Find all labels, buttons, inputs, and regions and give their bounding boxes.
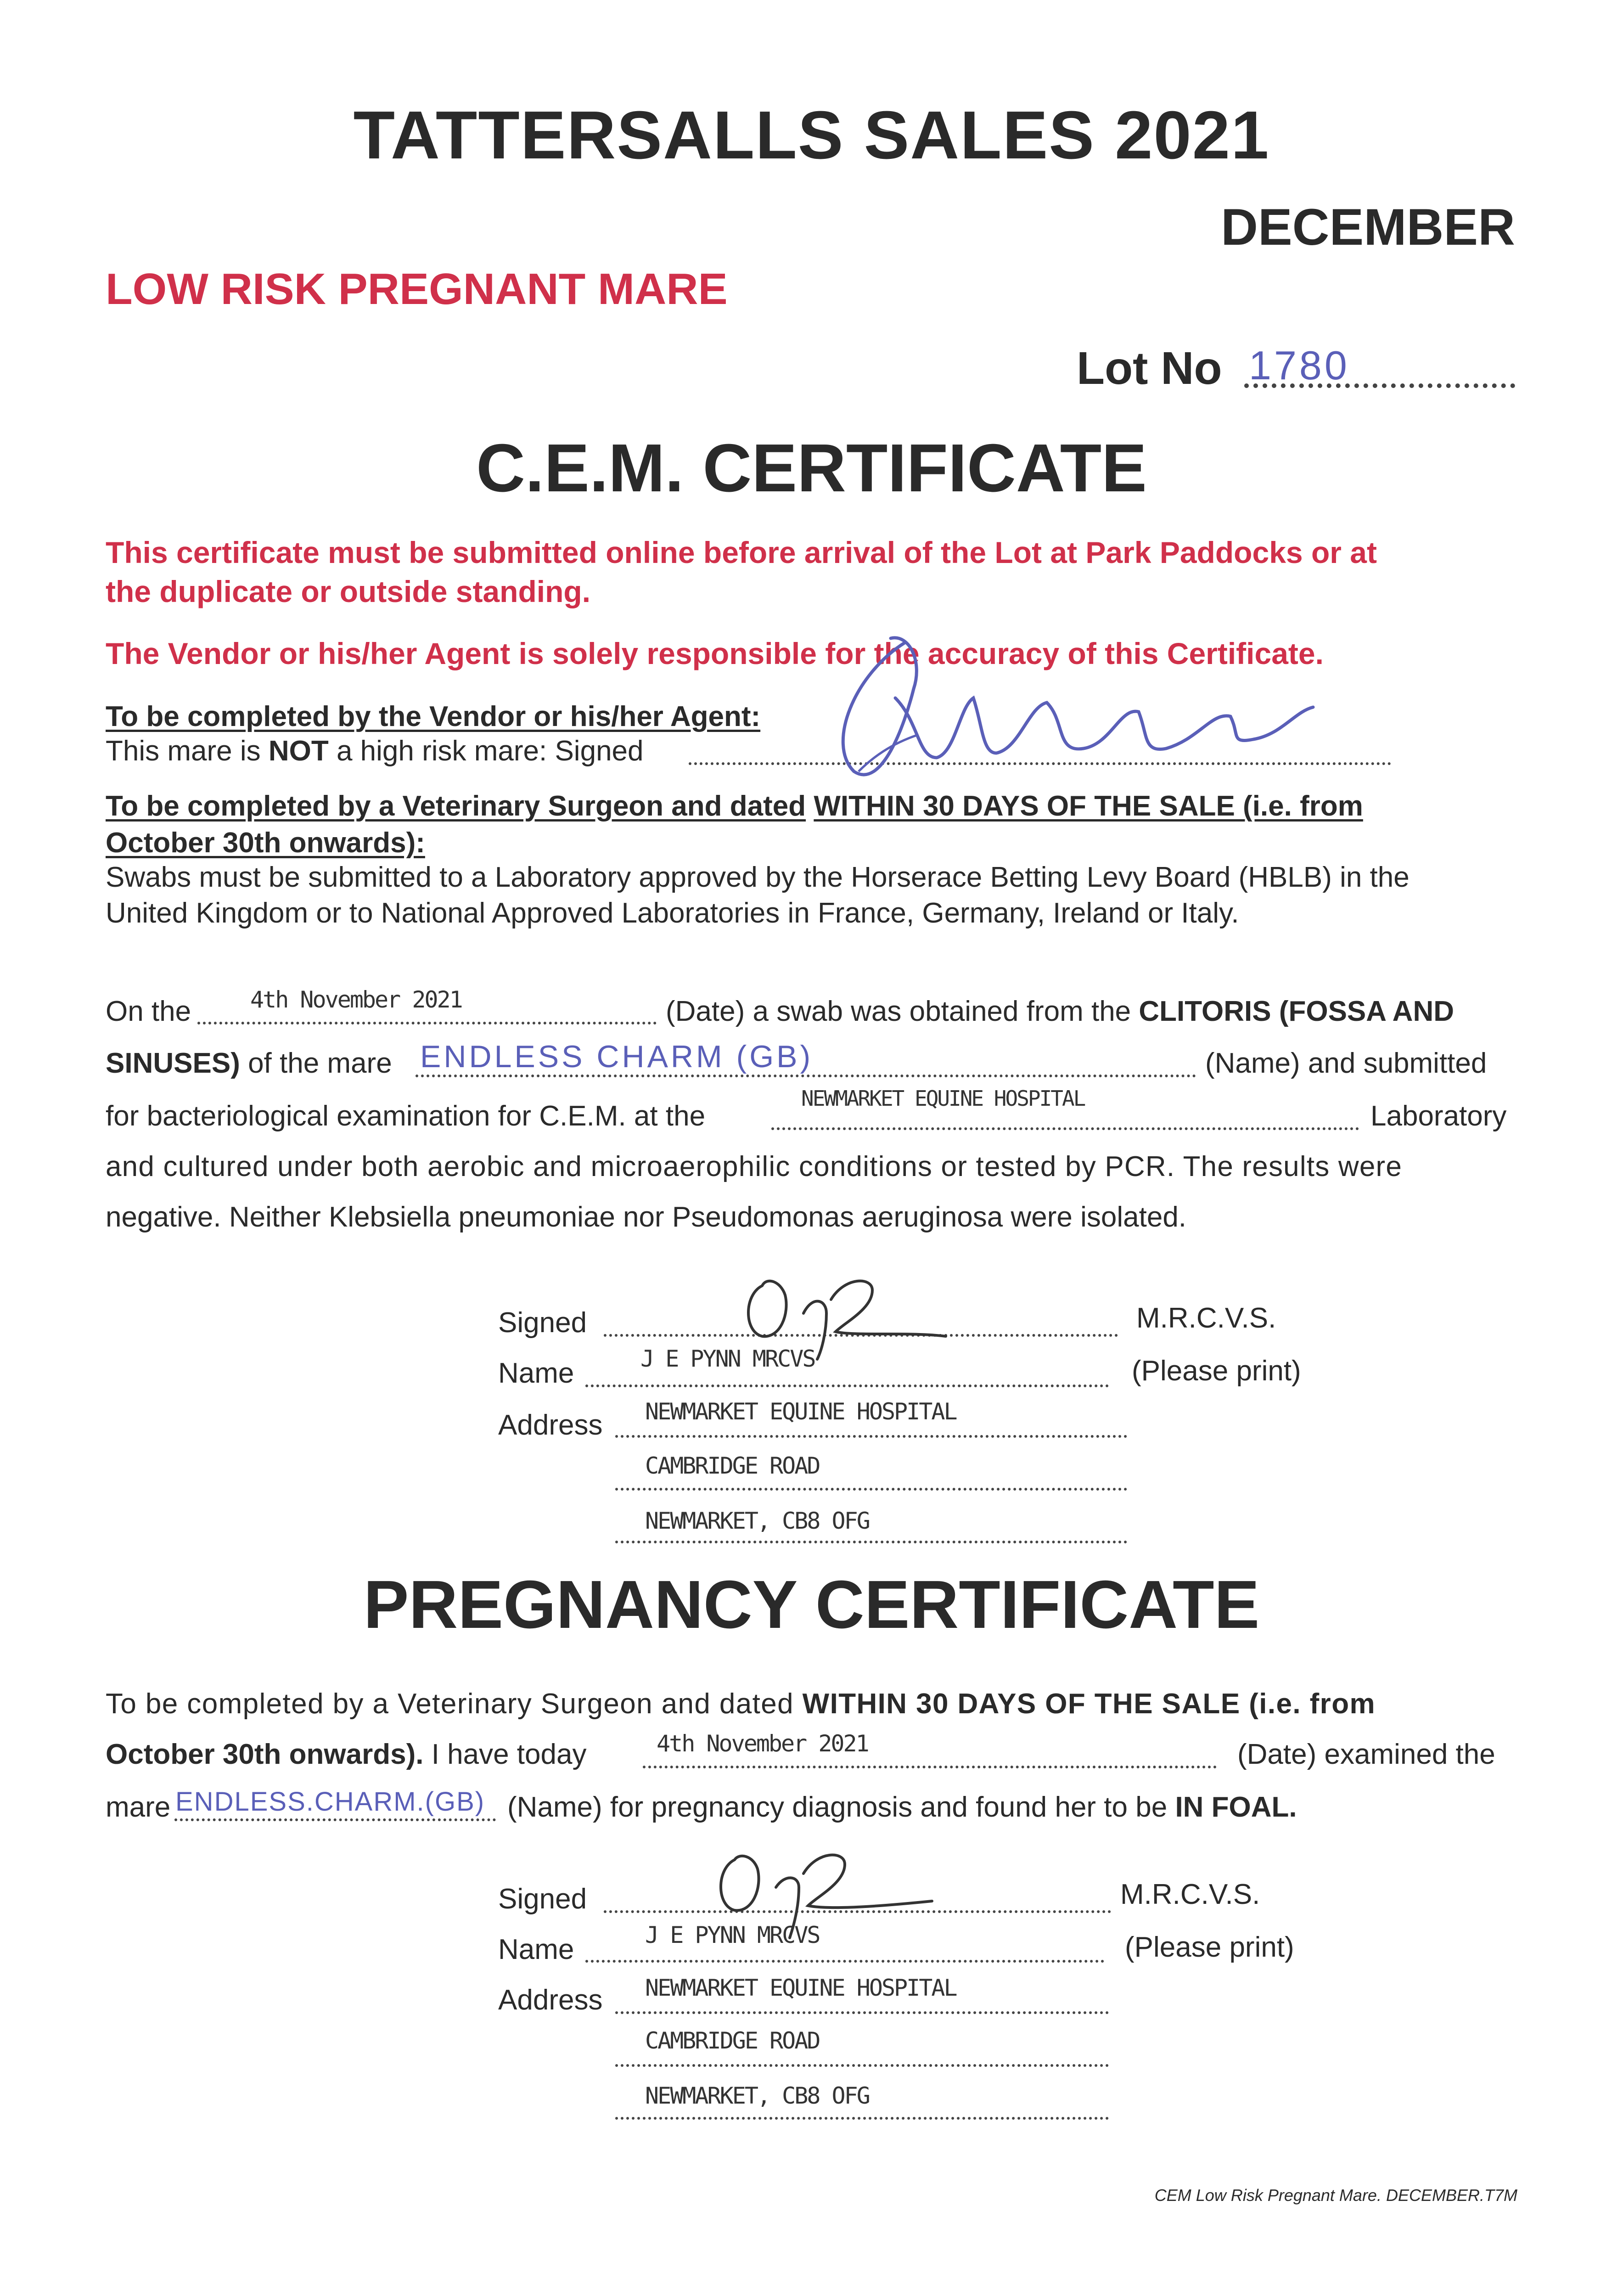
- swab-date-suffix: [666, 997, 1454, 1026]
- vet-heading-line2: October 30th onwards):: [106, 827, 425, 859]
- mare-category: LOW RISK PREGNANT MARE: [106, 264, 728, 314]
- preg-address-2: CAMBRIDGE ROAD: [645, 2027, 820, 2054]
- cem-vet-name-value: J E PYNN MRCVS: [640, 1345, 815, 1372]
- cem-mrcvs-label: M.R.C.V.S.: [1136, 1302, 1276, 1334]
- vet-section-heading: [106, 792, 1363, 821]
- swab-date-value: 4th November 2021: [250, 986, 462, 1013]
- lot-number-value: 1780: [1249, 343, 1350, 388]
- preg-line-2: [106, 1740, 586, 1769]
- vendor-signature: [799, 606, 1350, 799]
- laboratory-value: NEWMARKET EQUINE HOSPITAL: [801, 1086, 1085, 1111]
- cem-signed-label: Signed: [498, 1307, 587, 1339]
- preg-please-print: (Please print): [1125, 1931, 1294, 1963]
- preg-vet-name-line: [585, 1960, 1104, 1963]
- preg-address-line-2: [615, 2064, 1109, 2067]
- cem-mare-name-line: [416, 1075, 1196, 1077]
- footer-document-code: CEM Low Risk Pregnant Mare. DECEMBER.T7M: [1154, 2186, 1517, 2205]
- preg-mrcvs-label: M.R.C.V.S.: [1120, 1879, 1260, 1910]
- preg-vet-name-value: J E PYNN MRCVS: [645, 1922, 820, 1948]
- cem-address-line-3: [615, 1541, 1127, 1543]
- pregnancy-certificate-title: PREGNANCY CERTIFICATE: [363, 1567, 1260, 1643]
- vendor-line-pre: This mare is: [106, 735, 261, 767]
- preg-address-3: NEWMARKET, CB8 OFG: [645, 2082, 869, 2109]
- preg-name-print-label: Name: [498, 1934, 574, 1965]
- cem-address-line-2: [615, 1488, 1127, 1491]
- bact-exam-line: for bacteriological examination for C.E.M. at the: [106, 1100, 706, 1132]
- in-foal-text: IN FOAL.: [1175, 1791, 1297, 1823]
- preg-signed-label: Signed: [498, 1883, 587, 1915]
- cultured-line: and cultured under both aerobic and microaerophilic conditions or tested by PCR. The results were: [106, 1151, 1403, 1182]
- cem-address-label: Address: [498, 1409, 603, 1441]
- cem-address-line-1: [615, 1435, 1127, 1438]
- cem-address-2: CAMBRIDGE ROAD: [645, 1452, 820, 1479]
- preg-line-2-mid: I have today: [431, 1739, 587, 1770]
- preg-line-2-post: (Date) examined the: [1237, 1739, 1495, 1770]
- vendor-section-heading: [106, 703, 760, 731]
- swabs-note-line2: United Kingdom or to National Approved Laboratories in France, Germany, Ireland or Italy.: [106, 897, 1239, 929]
- on-the-label: On the: [106, 996, 191, 1027]
- vet-heading-line1a: To be completed by a Veterinary Surgeon and dated: [106, 790, 806, 822]
- of-the-mare-text: of the mare: [248, 1047, 392, 1079]
- cem-name-print-label: Name: [498, 1357, 574, 1389]
- date-label-text: (Date) a swab was obtained from the: [666, 996, 1131, 1027]
- cem-certificate-title: C.E.M. CERTIFICATE: [476, 430, 1147, 506]
- preg-line-2-bold: October 30th onwards).: [106, 1739, 424, 1770]
- lot-number-label: Lot No: [1077, 343, 1222, 394]
- page-title: TATTERSALLS SALES 2021: [353, 97, 1270, 173]
- preg-mare-name-line: [174, 1818, 496, 1821]
- clitoris-text: CLITORIS (FOSSA AND: [1139, 996, 1455, 1027]
- cem-name-label: (Name) and submitted: [1205, 1047, 1487, 1079]
- preg-mare-name-value: ENDLESS.CHARM.(GB): [175, 1787, 485, 1817]
- preg-line-1-pre: To be completed by a Veterinary Surgeon and dated: [106, 1688, 794, 1720]
- cem-notice-submission-line2: the duplicate or outside standing.: [106, 574, 591, 608]
- vendor-declaration: [106, 737, 644, 765]
- preg-address-1: NEWMARKET EQUINE HOSPITAL: [645, 1975, 956, 2001]
- preg-date-value: 4th November 2021: [657, 1730, 868, 1757]
- negative-line: negative. Neither Klebsiella pneumoniae nor Pseudomonas aeruginosa were isolated.: [106, 1201, 1187, 1233]
- vendor-line-not: NOT: [268, 735, 329, 767]
- sinuses-line: [106, 1049, 392, 1078]
- preg-line-3-mid: (Name) for pregnancy diagnosis and found her to be: [507, 1791, 1168, 1823]
- cem-mare-name-value: ENDLESS CHARM (GB): [420, 1039, 814, 1074]
- preg-address-line-1: [615, 2011, 1109, 2014]
- vendor-line-post: a high risk mare: Signed: [336, 735, 644, 767]
- cem-vet-name-line: [585, 1384, 1109, 1387]
- preg-address-line-3: [615, 2117, 1109, 2120]
- cem-notice-submission-line1: This certificate must be submitted online before arrival of the Lot at Park Paddocks or at: [106, 535, 1377, 569]
- cem-please-print: (Please print): [1132, 1355, 1301, 1387]
- sinuses-text: SINUSES): [106, 1047, 240, 1079]
- cem-address-3: NEWMARKET, CB8 OFG: [645, 1508, 869, 1534]
- laboratory-line: [771, 1127, 1359, 1130]
- swab-date-line: [197, 1022, 657, 1024]
- preg-date-line: [643, 1766, 1217, 1768]
- cem-notice-responsibility: The Vendor or his/her Agent is solely responsible for the accuracy of this Certificate.: [106, 636, 1324, 670]
- vet-heading-line1b: WITHIN 30 DAYS OF THE SALE (i.e. from: [814, 790, 1363, 822]
- preg-address-label: Address: [498, 1984, 603, 2016]
- preg-line-1-bold: WITHIN 30 DAYS OF THE SALE (i.e. from: [802, 1688, 1376, 1720]
- cem-address-1: NEWMARKET EQUINE HOSPITAL: [645, 1398, 956, 1425]
- vet-section-heading-line2: [106, 829, 425, 857]
- laboratory-label: Laboratory: [1370, 1100, 1507, 1132]
- swabs-note-line1: Swabs must be submitted to a Laboratory approved by the Horserace Betting Levy Board (HBLB) in the: [106, 861, 1410, 893]
- sale-month: DECEMBER: [1221, 198, 1515, 256]
- preg-mare-label: mare: [106, 1791, 171, 1823]
- preg-line-1: [106, 1690, 1376, 1718]
- preg-line-3: [507, 1793, 1297, 1822]
- vendor-heading-text: To be completed by the Vendor or his/her Agent:: [106, 701, 761, 732]
